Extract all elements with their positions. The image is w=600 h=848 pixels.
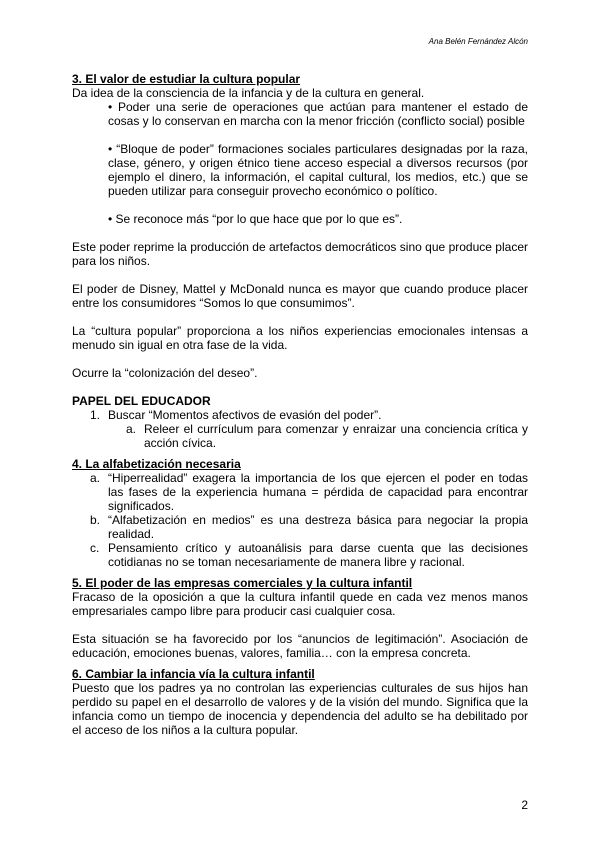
section3-paragraph-3: La “cultura popular” proporciona a los niños experiencias emocionales intensas a menudo sin igual en otra fase de la vida. <box>72 324 528 352</box>
list-marker: c. <box>90 541 100 555</box>
section3-paragraph-2: El poder de Disney, Mattel y McDonald nunca es mayor que cuando produce placer entre los consumidores “Somos lo que consumimos”. <box>72 282 528 310</box>
papel-title: PAPEL DEL EDUCADOR <box>72 394 211 408</box>
section3-title: 3. El valor de estudiar la cultura popular <box>72 72 301 86</box>
section3-paragraph-1: Este poder reprime la producción de artefactos democráticos sino que produce placer para los niños. <box>72 240 528 268</box>
papel-list <box>72 408 528 422</box>
list-marker: a. <box>90 471 101 485</box>
section6-title: 6. Cambiar la infancia vía la cultura infantil <box>72 667 315 681</box>
section3-intro: Da idea de la consciencia de la infancia y de la cultura en general. <box>72 86 425 100</box>
list-item-text: “Hiperrealidad” exagera la importancia de los que ejercen el poder en todas las fases de la experiencia humana = pérdida de capacidad para encontrar significados. <box>108 471 528 513</box>
section5-paragraph-1: Fracaso de la oposición a que la cultura infantil quede en cada vez menos manos empresariales campo libre para producir casi cualquier cosa. <box>72 590 528 618</box>
list-item-text: “Alfabetización en medios” es una destreza básica para negociar la propia realidad. <box>108 513 528 541</box>
section3-bullet-2: • “Bloque de poder” formaciones sociales particulares designadas por la raza, clase, género, y origen étnico tiene acceso especial a diversos recursos (por ejemplo el dinero, la información, el capital cultural, los medios, etc.) que se pueden utilizar para conseguir provecho económico o político. <box>108 142 528 198</box>
papel-item-1: Buscar “Momentos afectivos de evasión del poder”. <box>108 408 382 422</box>
list-item-text: Pensamiento crítico y autoanálisis para darse cuenta que las decisiones cotidianas no se toman necesariamente de manera libre y racional. <box>108 541 528 569</box>
page-content <box>72 72 528 737</box>
section5-title: 5. El poder de las empresas comerciales y la cultura infantil <box>72 576 413 590</box>
papel-sublist <box>72 422 528 450</box>
list-marker: a. <box>126 422 137 436</box>
list-marker: b. <box>90 513 101 527</box>
list-item <box>90 513 528 541</box>
page-number: 2 <box>521 798 528 812</box>
section3-bullet-1: • Poder una serie de operaciones que actúan para mantener el estado de cosas y lo conservan en marcha con la menor fricción (conflicto social) posible <box>108 100 528 128</box>
list-item <box>90 471 528 513</box>
section5-paragraph-2: Esta situación se ha favorecido por los “anuncios de legitimación”. Asociación de educación, emociones buenas, valores, familia… con la empresa concreta. <box>72 632 528 660</box>
header-author: Ana Belén Fernández Alcón <box>428 37 528 46</box>
list-item <box>90 541 528 569</box>
section3-paragraph-4: Ocurre la “colonización del deseo”. <box>72 366 258 380</box>
list-marker: 1. <box>90 408 101 422</box>
papel-subitem-a: Releer el currículum para comenzar y enraizar una conciencia crítica y acción cívica. <box>144 422 528 450</box>
section4-title: 4. La alfabetización necesaria <box>72 457 241 471</box>
section4-list <box>72 471 528 569</box>
section3-bullet-3: • Se reconoce más “por lo que hace que por lo que es”. <box>108 212 403 226</box>
section6-paragraph-1: Puesto que los padres ya no controlan las experiencias culturales de sus hijos han perdido su papel en el desarrollo de valores y de la visión del mundo. Significa que la infancia como un tiempo de inocencia y dependencia del adulto se ha debilitado por el acceso de los niños a la cultura popular. <box>72 681 528 737</box>
